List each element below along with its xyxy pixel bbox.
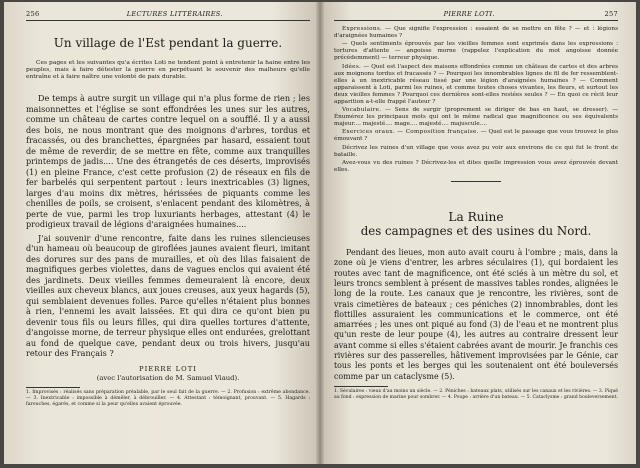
right-page-number: 257 (604, 10, 618, 18)
left-running-title: LECTURES LITTÉRAIRES. (126, 10, 223, 18)
exercise-item: — Quels sentiments éprouvés par les vieilles femmes sont exprimés dans les expressions : tortures d'attente — angoisse morne (rappelez l'explication du mot angoisse donnée précédemment) — terreur physique. (334, 41, 618, 62)
section-title-line-1: La Ruine (448, 210, 504, 225)
right-running-head (334, 10, 618, 21)
exercise-item: Expressions. — Que signifie l'expression : essaient de se mettre en fête ? — et : légions d'araignées humaines ? (334, 26, 618, 39)
left-paragraph-1: De temps à autre surgit un village qui n'a plus forme de rien ; les maisonnettes et l'église se sont effondrées les unes sur les autres, comme un château de cartes contre lequel on a soufflé. Il y a aussi des bois, ne nous montrant que des moignons d'arbres, tordus et fracassés, ou des branchettes, épargnées par hasard, essaient tout de même de reverdir, de se mettre en fête, comme aux tranquilles printemps de jadis.... Une des étrangetés de ces déserts, improvisés (1) en pleine France, c'est cette profusion (2) de réseaux en fils de fer barbelés qui serpentent partout : leurs inextricables (3) lignes, larges d'au moins dix mètres, hérissées de piquants comme les chenilles de poils, se croisent, s'enlacent pendant des kilomètres, à perte de vue, parmi les trop luxuriants herbages, attestant (4) le prodigieux travail de légions d'araignées humaines.... (26, 93, 310, 230)
author-credit: (avec l'autorisation de M. Samuel Viaud). (96, 373, 240, 382)
author-name: PIERRE LOTI (139, 364, 197, 373)
exercise-item: Avez-vous vu des ruines ? Décrivez-les et dites quelle impression vous avez éprouvée devant elles. (334, 160, 618, 174)
right-running-title: PIERRE LOTI. (443, 10, 495, 18)
exercises-block (334, 26, 618, 174)
author-signature (26, 365, 310, 383)
left-footnote-rule (26, 387, 80, 388)
exercise-item: Décrivez les ruines d'un village que vous avez pu voir aux environs de ce qui fut le front de bataille. (334, 144, 618, 158)
right-footnote-rule (334, 386, 388, 387)
right-page (320, 2, 636, 464)
left-article-title: Un village de l'Est pendant la guerre. (53, 36, 283, 50)
book-gutter (316, 2, 324, 464)
section-divider (451, 181, 501, 182)
left-running-head (26, 10, 310, 21)
exercise-item: Exercices oraux. — Composition française. — Quel est le passage que vous trouvez le plus émouvant ? (334, 129, 618, 143)
right-footnotes: 1. Séculaires : vieux d'au moins un siècle. — 2. Péniches : bateaux plats, utilisés sur les canaux et les rivières. — 3. Piqué au fond : expression de marine pour sombrer. — 4. Poupe : arrière d'un bateau. — 5. Cataclysme : grand bouleversement. (334, 388, 618, 400)
left-footnotes: 1. Improvisés : réalisés sans préparation préalable, par le seul fait de la guerre. — 2. Profusion : extrême abondance. — 3. Inextricable : impossible à démêler, à débrouiller. — 4. Attestant : témoignant, prouvant. — 5. Hagards : farouches, égarés, et comme si la peur qu'elles avaient éprouvée. (26, 390, 310, 408)
exercise-item: Idées. — Quel est l'aspect des maisons effondrées comme un château de cartes et des arbres aux moignons tordus et fracassés ? — Pourquoi les innombrables lignes de fil de fer ressemblent-elles à un inextricable réseau tissé par une légion d'araignées humaines ? — Comment apparaissent à Loti, parmi les ruines, et comme toutes choses vivantes, les fleurs, et surtout les deux vieilles femmes ? Pourquoi ces dernières sont-elles restées seules ? — En quoi ce récit leur apparition a-t-elle frappé l'auteur ? (334, 63, 618, 105)
exercise-item: Vocabulaire. — Sens de surgir (proprement se diriger de bas en haut, se dresser). — Énumérez les principaux mots qui ont le même radical que magnificence ou ses équivalents majeur.... majesté.... mage.... majesté.... majuscule.... (334, 106, 619, 127)
section-title-line-2: des campagnes et des usines du Nord. (360, 224, 592, 239)
right-paragraph: Pendant des lieues, mon auto avait couru à l'ombre ; mais, dans la zone où je viens d'entrer, les arbres séculaires (1), qui bordaient les routes avec tant de magnificence, ont été sciés à un mètre du sol, et leurs troncs semblent à présent de massives tables rondes, alignées le long de la route. Les canaux que je rencontre, les rivières, sont de vrais cimetières de bateaux ; ces péniches (2) innombrables, dont les flottilles assuraient les communications et le commerce, ont été amarrées ; les unes ont piqué au fond (3) de l'eau et ne montrent plus qu'un reste de leur poupe (4), les autres au contraire dressent leur avant comme si elles s'étaient cabrées avant de mourir. Je franchis ces rivières sur des passerelles, hâtivement improvisées par le Génie, car tous les ponts et les berges qui les soutenaient ont été bouleversés comme par un cataclysme (5). (334, 248, 618, 381)
left-paragraph-2: J'ai souvenir d'une rencontre, faite dans les ruines silencieuses d'un hameau où beaucoup de giroflées jaunes avaient fleuri, imitant des dorures sur des pans de murailles, et où des lilas faisaient de magnifiques gerbes violettes, dans de vagues enclos qui avaient été des jardinets. Deux vieilles femmes demeuraient là encore, deux vieilles aux cheveux blancs, aux joues creuses, aux yeux hagards (5), qui semblaient devenues folles. Parce qu'elles n'étaient plus bonnes à rien, l'ennemi les avait laissées. Et qui dira ce qu'ont bien pu devenir tous fils ou leurs filles, qui dira quelles tortures d'attente, d'angoisse morne, de terreur physique elles ont endurées, grelottant au fond de quelque cave, pendant deux ou trois hivers, jusqu'au retour des Français ? (26, 232, 310, 359)
left-page (4, 2, 320, 464)
left-intro-paragraph: Ces pages et les suivantes qu'a écrites Loti ne tendent point à entretenir la haine entre les peuples, mais à faire détester la guerre en perpétuant le souvenir des malheurs qu'elle entraîne et à faire naître une volonté de paix durable. (26, 60, 310, 81)
open-book (4, 2, 636, 464)
left-page-number: 256 (26, 10, 40, 18)
